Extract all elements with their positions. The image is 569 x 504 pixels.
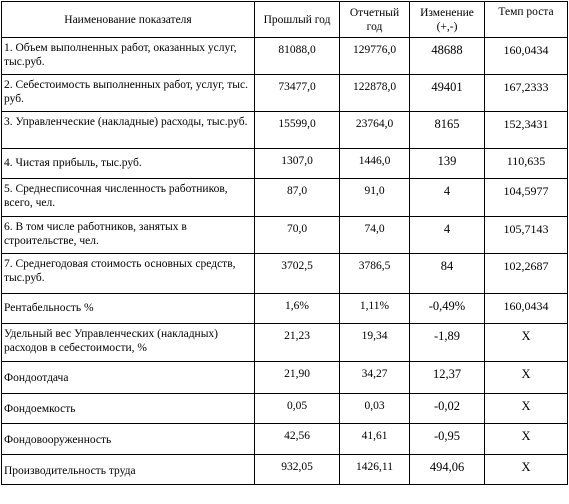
reporting-year-value: 3786,5	[340, 254, 410, 294]
previous-year-value: 15599,0	[255, 112, 340, 149]
indicator-name: 3. Управленческие (накладные) расходы, тыс.руб.	[2, 112, 255, 149]
indicators-table	[1, 1, 568, 485]
indicator-name: Фондоемкость	[2, 394, 255, 424]
change-value: 8165	[410, 112, 485, 149]
reporting-year-value: 129776,0	[340, 38, 410, 75]
previous-year-value: 87,0	[255, 179, 340, 217]
growth-rate-value: 102,2687	[485, 254, 568, 294]
reporting-year-value: 0,03	[340, 394, 410, 424]
previous-year-value: 932,05	[255, 455, 340, 485]
indicator-name: Фондовооруженность	[2, 424, 255, 455]
growth-rate-value: 104,5977	[485, 179, 568, 217]
previous-year-value: 3702,5	[255, 254, 340, 294]
previous-year-value: 21,23	[255, 324, 340, 362]
table-row	[2, 75, 568, 112]
growth-rate-value: X	[485, 394, 568, 424]
table-row	[2, 324, 568, 362]
change-value: 49401	[410, 75, 485, 112]
growth-rate-value: X	[485, 324, 568, 362]
table-row	[2, 455, 568, 485]
growth-rate-value: 110,635	[485, 149, 568, 179]
previous-year-value: 73477,0	[255, 75, 340, 112]
change-value: -0,95	[410, 424, 485, 455]
indicator-name: 2. Себестоимость выполненных работ, услуг, тыс. руб.	[2, 75, 255, 112]
reporting-year-value: 1446,0	[340, 149, 410, 179]
indicator-name: Производительность труда	[2, 455, 255, 485]
change-value: 48688	[410, 38, 485, 75]
table-row	[2, 112, 568, 149]
indicator-name: 7. Среднегодовая стоимость основных средств, тыс.руб.	[2, 254, 255, 294]
previous-year-value: 0,05	[255, 394, 340, 424]
growth-rate-value: 105,7143	[485, 217, 568, 254]
previous-year-value: 70,0	[255, 217, 340, 254]
header-change: Изменение (+,-)	[410, 2, 485, 38]
table-row	[2, 217, 568, 254]
growth-rate-value: X	[485, 362, 568, 394]
table-row	[2, 38, 568, 75]
change-value: -0,02	[410, 394, 485, 424]
reporting-year-value: 1,11%	[340, 294, 410, 324]
table-row	[2, 424, 568, 455]
growth-rate-value: 160,0434	[485, 38, 568, 75]
indicator-name: 5. Среднесписочная численность работников, всего, чел.	[2, 179, 255, 217]
reporting-year-value: 74,0	[340, 217, 410, 254]
change-value: -0,49%	[410, 294, 485, 324]
indicator-name: Удельный вес Управленческих (накладных) расходов в себестоимости, %	[2, 324, 255, 362]
table-row	[2, 294, 568, 324]
previous-year-value: 42,56	[255, 424, 340, 455]
change-value: 12,37	[410, 362, 485, 394]
previous-year-value: 21,90	[255, 362, 340, 394]
table-row	[2, 362, 568, 394]
growth-rate-value: 160,0434	[485, 294, 568, 324]
change-value: 4	[410, 179, 485, 217]
header-reporting-year: Отчетный год	[340, 2, 410, 38]
growth-rate-value: X	[485, 424, 568, 455]
change-value: 84	[410, 254, 485, 294]
growth-rate-value: 167,2333	[485, 75, 568, 112]
change-value: 494,06	[410, 455, 485, 485]
previous-year-value: 1,6%	[255, 294, 340, 324]
header-indicator-name: Наименование показателя	[2, 2, 255, 38]
reporting-year-value: 41,61	[340, 424, 410, 455]
reporting-year-value: 1426,11	[340, 455, 410, 485]
header-previous-year: Прошлый год	[255, 2, 340, 38]
header-row	[2, 2, 568, 38]
reporting-year-value: 19,34	[340, 324, 410, 362]
previous-year-value: 1307,0	[255, 149, 340, 179]
growth-rate-value: 152,3431	[485, 112, 568, 149]
table-row	[2, 179, 568, 217]
reporting-year-value: 34,27	[340, 362, 410, 394]
change-value: 139	[410, 149, 485, 179]
table-row	[2, 149, 568, 179]
change-value: -1,89	[410, 324, 485, 362]
header-growth-rate: Темп роста	[485, 2, 568, 38]
previous-year-value: 81088,0	[255, 38, 340, 75]
indicator-name: 4. Чистая прибыль, тыс.руб.	[2, 149, 255, 179]
table-row	[2, 254, 568, 294]
indicator-name: 1. Объем выполненных работ, оказанных услуг, тыс.руб.	[2, 38, 255, 75]
indicator-name: Фондоотдача	[2, 362, 255, 394]
indicator-name: 6. В том числе работников, занятых в строительстве, чел.	[2, 217, 255, 254]
growth-rate-value: X	[485, 455, 568, 485]
reporting-year-value: 122878,0	[340, 75, 410, 112]
indicator-name: Рентабельность %	[2, 294, 255, 324]
change-value: 4	[410, 217, 485, 254]
reporting-year-value: 91,0	[340, 179, 410, 217]
reporting-year-value: 23764,0	[340, 112, 410, 149]
table-row	[2, 394, 568, 424]
